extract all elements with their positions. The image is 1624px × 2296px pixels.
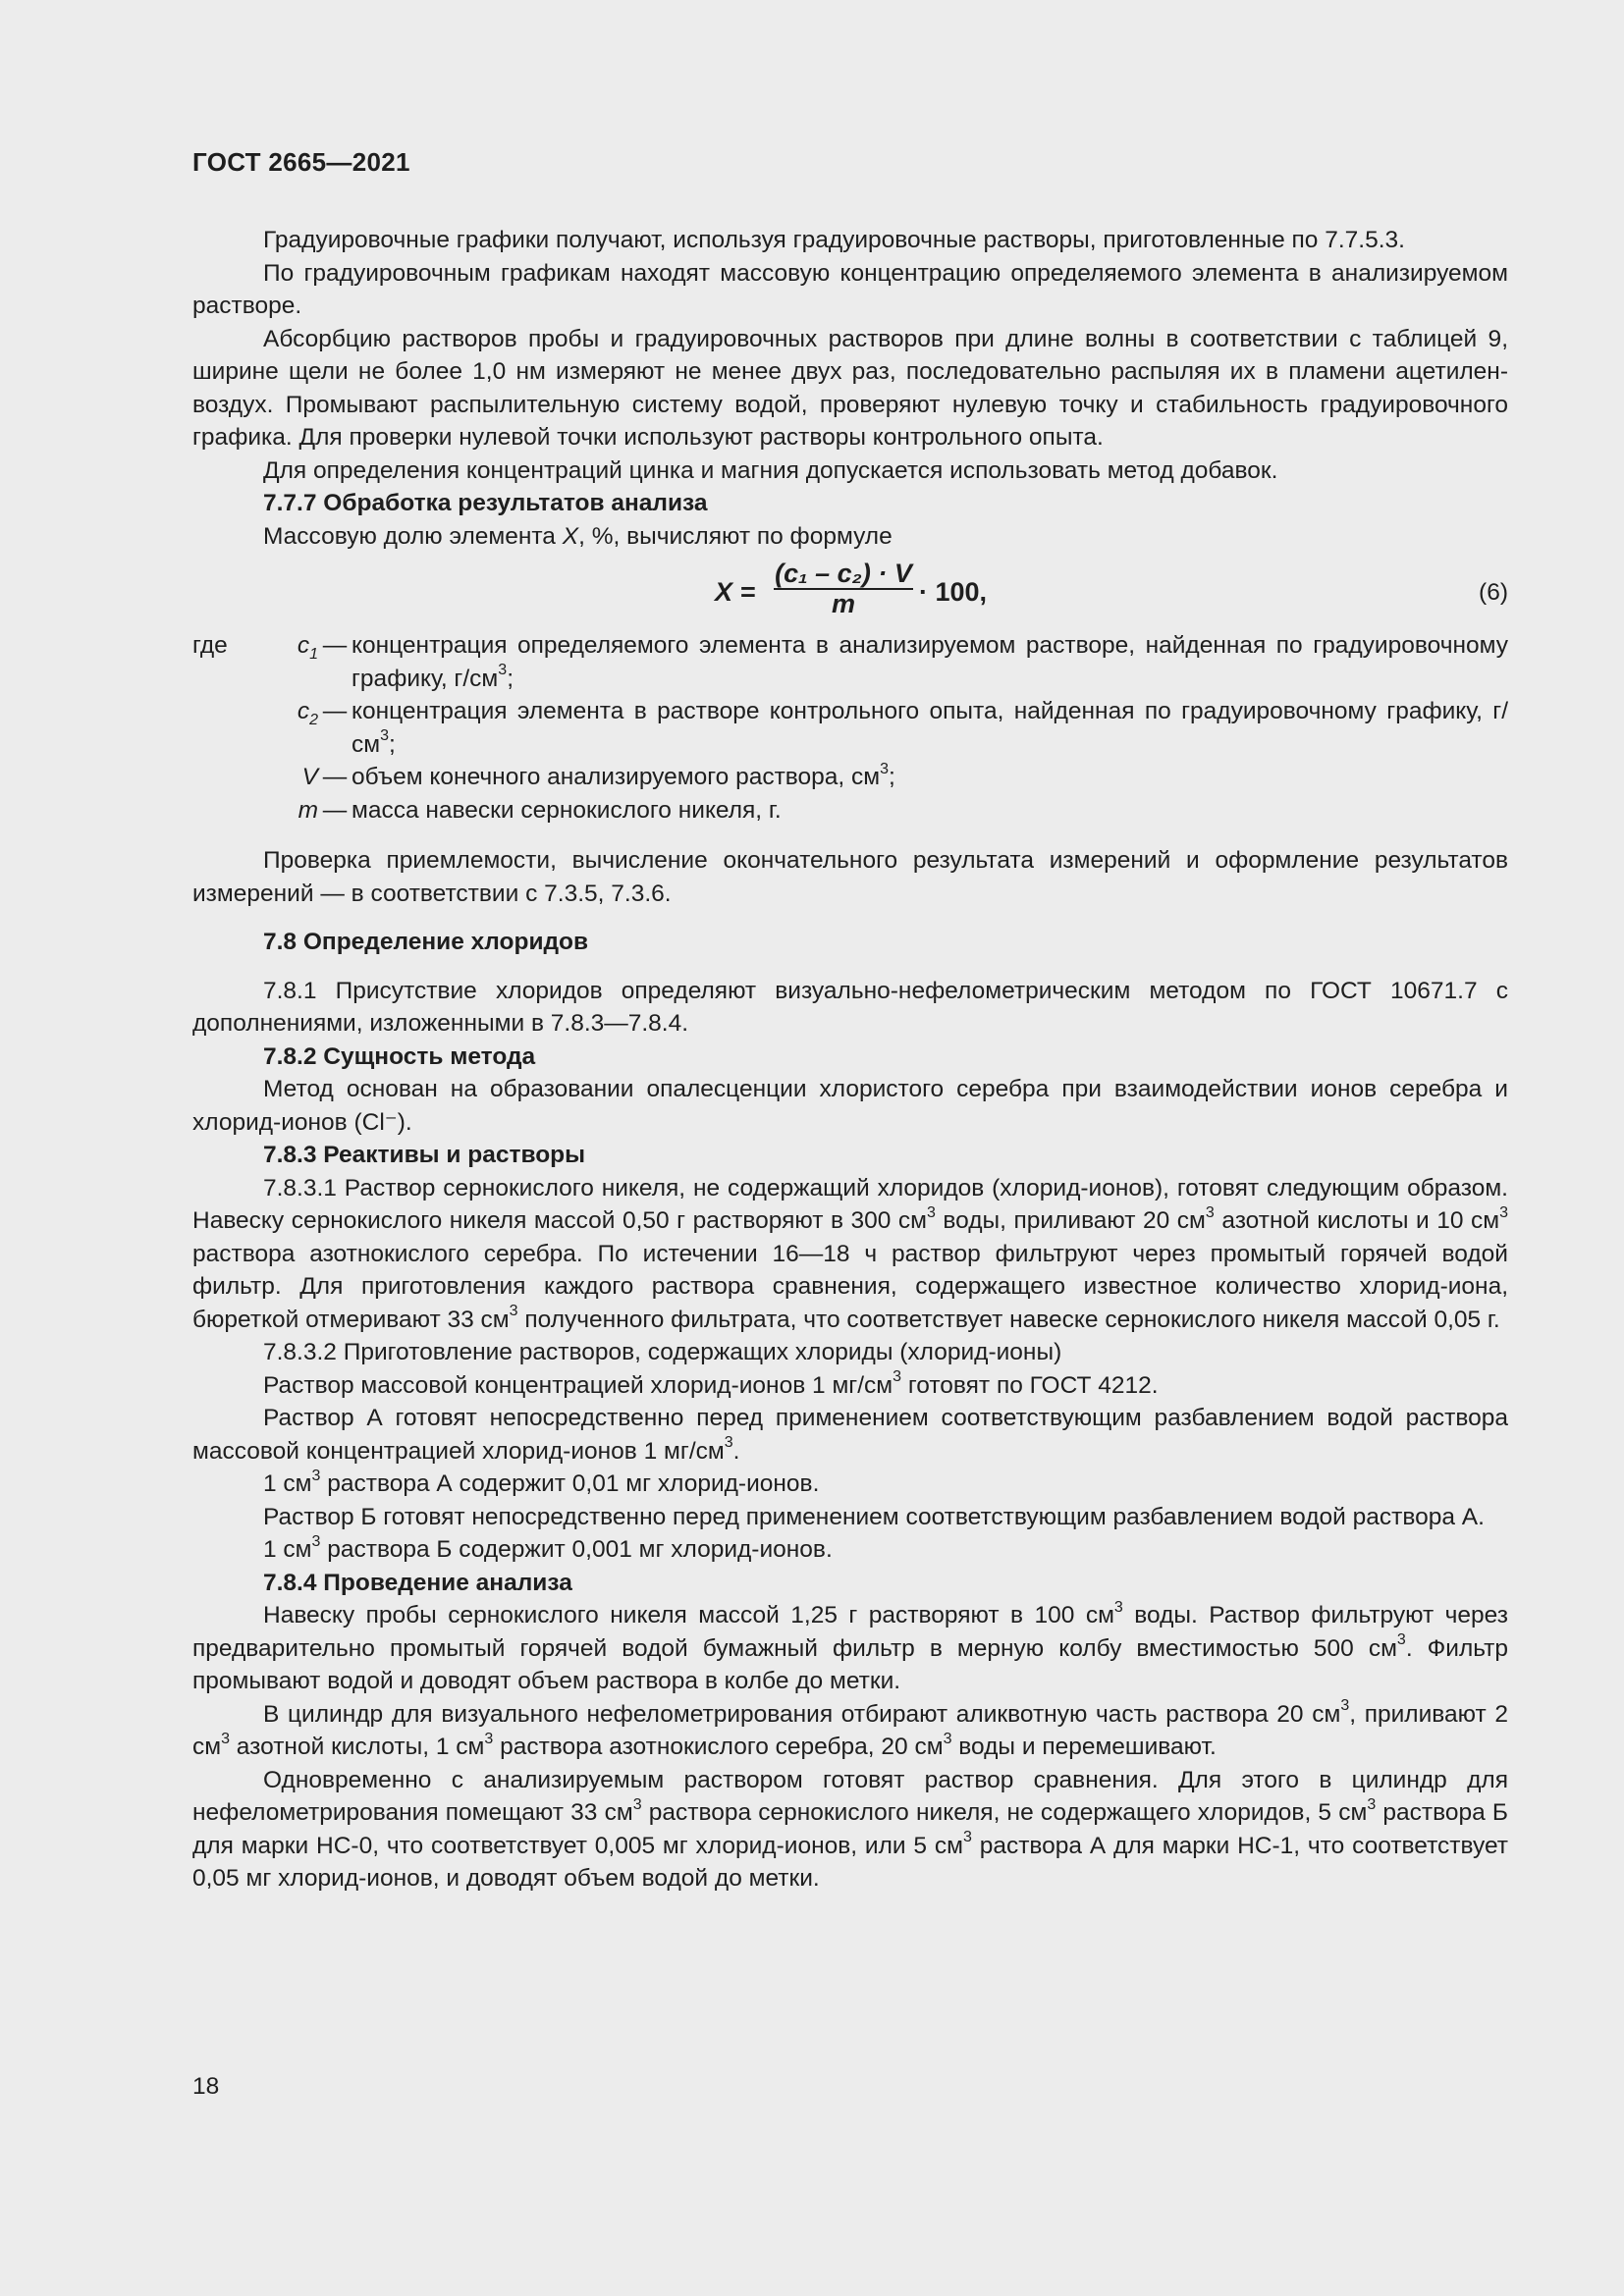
- paragraph: 1 $см^3$ раствора Б содержит 0,001 мг хлорид-ионов.: [263, 1532, 833, 1563]
- paragraph: Градуировочные графики получают, используя градуировочные растворы, приготовленные по 7.7.5.3.: [263, 227, 1405, 253]
- formula-6: [192, 559, 1508, 621]
- paragraph: Массовую долю элемента X, %, вычисляют по формуле: [263, 522, 893, 550]
- paragraph: По градуировочным графикам находят массовую концентрацию определяемого элемента в анализируемом растворе.: [192, 259, 1508, 319]
- legend-row: m — масса навески сернокислого никеля, г.: [298, 796, 782, 824]
- formula-lhs: X =: [715, 577, 756, 607]
- variable-legend: [192, 629, 1508, 827]
- paragraph: 1 $см^3$ раствора А содержит 0,01 мг хлорид-ионов.: [263, 1467, 820, 1497]
- formula-fraction: [770, 559, 917, 617]
- section-heading-7-8-3: 7.8.3 Реактивы и растворы: [263, 1142, 586, 1168]
- legend-row: $c_2$ — концентрация элемента в растворе контрольного опыта, найденная по градуировочному графику, $г/см^3$;: [297, 698, 1508, 758]
- paragraph: Раствор А готовят непосредственно перед применением соответствующим разбавлением водой раствора массовой концентрацией хлорид-ионов 1 $мг/см^3$.: [192, 1405, 1508, 1465]
- section-heading-7-8-2: 7.8.2 Сущность метода: [263, 1042, 536, 1070]
- paragraph: Раствор массовой концентрацией хлорид-ионов 1 $мг/см^3$ готовят по ГОСТ 4212.: [263, 1368, 1159, 1399]
- section-heading-7-8-4: 7.8.4 Проведение анализа: [263, 1569, 572, 1596]
- paragraph: 7.8.3.2 Приготовление растворов, содержащих хлориды (хлорид-ионы): [263, 1339, 1062, 1365]
- formula-denominator: m: [831, 589, 855, 618]
- section-heading-7-7-7: 7.7.7 Обработка результатов анализа: [263, 490, 708, 516]
- equation-number: (6): [1479, 579, 1508, 606]
- paragraph: Одновременно с анализируемым раствором готовят раствор сравнения. Для этого в цилиндр для нефелометрирования помещают 33 $см^3$ раствора сернокислого никеля, не содержащего хлоридов, 5 $см^3$ раствора Б для марки НС-0, что соответствует 0,005 мг хлорид-ионов, или 5 $см^3$ раствора А для марки НС-1, что соответствует 0,05 мг хлорид-ионов, и доводят объем водой до метки.: [192, 1766, 1508, 1892]
- paragraph: Для определения концентраций цинка и магния допускается использовать метод добавок.: [263, 456, 1278, 484]
- paragraph: 7.8.3.1 Раствор сернокислого никеля, не содержащий хлоридов (хлорид-ионов), готовят следующим образом. Навеску сернокислого никеля массой 0,50 г растворяют в 300 $см^3$ воды, приливают 20 $см^3$ азотной кислоты и 10 $см^3$ раствора азотнокислого серебра. По истечении 16—18 ч раствор фильтруют через промытый горячей водой фильтр. Для приготовления каждого раствора сравнения, содержащего известное количество хлорид-иона, бюреткой отмеривают 33 $см^3$ полученного фильтрата, что соответствует навеске сернокислого никеля массой 0,05 г.: [192, 1174, 1509, 1333]
- legend-row: V — объем конечного анализируемого раствора, $см^3$;: [301, 760, 895, 790]
- formula-numerator: (c₁ – c₂) · V: [775, 559, 912, 588]
- formula-tail: · 100,: [919, 577, 988, 607]
- paragraph: Навеску пробы сернокислого никеля массой 1,25 г растворяют в 100 $см^3$ воды. Раствор фильтруют через предварительно промытый горячей водой бумажный фильтр в мерную колбу вместимостью 500 $см^3$. Фильтр промывают водой и доводят объем раствора в колбе до метки.: [192, 1598, 1509, 1694]
- paragraph: Раствор Б готовят непосредственно перед применением соответствующим разбавлением водой раствора А.: [263, 1503, 1485, 1530]
- page-number: 18: [192, 2073, 220, 2100]
- document-header: ГОСТ 2665—2021: [192, 147, 410, 177]
- paragraph: В цилиндр для визуального нефелометрирования отбирают аликвотную часть раствора 20 $см^3$, приливают 2 $см^3$ азотной кислоты, 1 $см^3$ раствора азотнокислого серебра, 20 $см^3$ воды и перемешивают.: [192, 1697, 1508, 1760]
- paragraph: 7.8.1 Присутствие хлоридов определяют визуально-нефелометрическим методом по ГОСТ 10671.7 с дополнениями, изложенными в 7.8.3—7.8.4.: [192, 977, 1508, 1037]
- section-heading-7-8: 7.8 Определение хлоридов: [263, 929, 589, 955]
- paragraph: Метод основан на образовании опалесценции хлористого серебра при взаимодействии ионов серебра и хлорид-ионов (Cl⁻).: [192, 1076, 1508, 1136]
- paragraph: Абсорбцию растворов пробы и градуировочных растворов при длине волны в соответствии с таблицей 9, ширине щели не более 1,0 нм измеряют не менее двух раз, последовательно распыляя их в пламени ацетилен-воздух. Промывают распылительную систему водой, проверяют нулевую точку и стабильность градуировочного графика. Для проверки нулевой точки используют растворы контрольного опыта.: [192, 325, 1508, 451]
- document-body: [192, 224, 1508, 1896]
- paragraph: Проверка приемлемости, вычисление окончательного результата измерений и оформление результатов измерений — в соответствии с 7.3.5, 7.3.6.: [192, 847, 1508, 907]
- legend-row: где $c_1$ — концентрация определяемого элемента в анализируемом растворе, найденная по градуировочному графику, $г/см^3$;: [192, 632, 1508, 692]
